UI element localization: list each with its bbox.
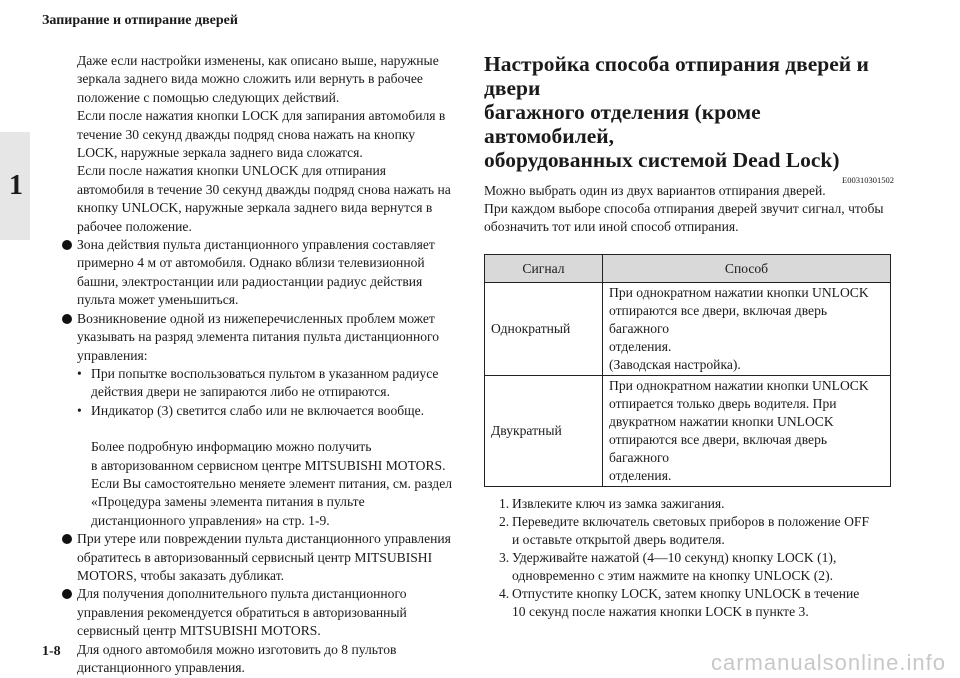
section-title — [484, 52, 894, 172]
bullet-dot-icon — [62, 589, 72, 599]
text-line: обозначить тот или иной способ отпирания. — [484, 219, 739, 234]
step-item — [484, 513, 894, 549]
procedure-steps — [484, 495, 894, 621]
text-line: одновременно с этим нажмите на кнопку UNLOCK (2). — [512, 568, 834, 583]
text-line: При каждом выборе способа отпирания дверей звучит сигнал, чтобы — [484, 201, 884, 216]
step-number: 3. — [499, 550, 510, 565]
bullet-dot-icon — [62, 240, 72, 250]
text-line: обратитесь в авторизованный сервисный центр MITSUBISHI — [77, 549, 433, 565]
title-line: оборудованных системой Dead Lock) — [484, 148, 840, 172]
right-column — [484, 52, 894, 621]
text-line: сервисный центр MITSUBISHI MOTORS. — [77, 623, 321, 639]
text-line: положение с помощью следующих действий. — [77, 89, 340, 105]
column-header: Сигнал — [485, 255, 603, 283]
sub-bullet-marker: • — [77, 402, 82, 418]
text-line: Если после нажатия кнопки LOCK для запирания автомобиля в — [77, 108, 446, 124]
text-line: отпирается только дверь водителя. При — [609, 396, 837, 411]
running-header: Запирание и отпирание дверей — [42, 13, 238, 28]
chapter-number: 1 — [9, 170, 23, 201]
method-cell — [603, 376, 891, 487]
text-line: Если Вы самостоятельно меняете элемент питания, см. раздел — [91, 475, 453, 491]
table-row — [485, 376, 891, 487]
text-line: Отпустите кнопку LOCK, затем кнопку UNLOCK в течение — [512, 586, 860, 601]
text-line: При однократном нажатии кнопки UNLOCK — [609, 378, 869, 393]
mirror-note — [62, 52, 458, 236]
text-line: Переведите включатель световых приборов в положение OFF — [512, 514, 870, 529]
text-line: Для получения дополнительного пульта дистанционного — [77, 586, 407, 602]
text-line: При утере или повреждении пульта дистанционного управления — [77, 531, 451, 547]
text-line: При однократном нажатии кнопки UNLOCK — [609, 285, 869, 300]
text-line: LOCK, наружные зеркала заднего вида сложатся. — [77, 145, 363, 161]
watermark: carmanualsonline.info — [710, 650, 946, 675]
text-line: течение 30 секунд дважды подряд снова нажать на кнопку — [77, 126, 416, 142]
method-cell — [603, 283, 891, 376]
text-line: управления рекомендуется обратиться в авторизованный — [77, 604, 407, 620]
sub-item — [62, 365, 458, 402]
section-intro — [484, 182, 894, 236]
left-column — [62, 52, 458, 677]
text-line: отделения. — [609, 339, 672, 354]
signal-cell: Двукратный — [485, 376, 603, 487]
text-line: двукратном нажатии кнопки UNLOCK — [609, 414, 834, 429]
title-line: Настройка способа отпирания дверей и двери — [484, 52, 869, 100]
step-number: 1. — [499, 496, 510, 511]
text-line: башни, электростанции или радиостанции радиус действия — [77, 273, 423, 289]
text-line: действия двери не запираются либо не отпираются. — [91, 384, 390, 400]
text-line: Даже если настройки изменены, как описано выше, наружные — [77, 53, 439, 68]
bullet-dot-icon — [62, 314, 72, 324]
sub-item — [62, 402, 458, 420]
text-line: Зона действия пульта дистанционного управления составляет — [77, 237, 435, 253]
text-line: и оставьте открытой дверь водителя. — [512, 532, 725, 547]
unlock-mode-table — [484, 254, 891, 487]
bullet-range — [62, 236, 458, 310]
title-line: багажного отделения (кроме автомобилей, — [484, 100, 761, 148]
text-line: (Заводская настройка). — [609, 357, 741, 372]
text-line: При попытке воспользоваться пультом в указанном радиусе — [91, 365, 439, 381]
step-number: 2. — [499, 514, 510, 529]
text-line: автомобиля в течение 30 секунд дважды подряд снова нажать на — [77, 181, 451, 197]
text-line: управления: — [77, 347, 148, 363]
text-line: Извлеките ключ из замка зажигания. — [512, 496, 725, 511]
step-item — [484, 549, 894, 585]
text-line: Более подробную информацию можно получить — [91, 439, 372, 455]
text-line: рабочее положение. — [77, 218, 192, 234]
text-line: Можно выбрать один из двух вариантов отпирания дверей. — [484, 183, 826, 198]
bullet-dot-icon — [62, 534, 72, 544]
text-line: пульта может уменьшиться. — [77, 292, 239, 308]
text-line: Удерживайте нажатой (4—10 секунд) кнопку LOCK (1), — [512, 550, 837, 565]
page-number: 1-8 — [42, 644, 61, 659]
text-line: отпираются все двери, включая дверь багажного — [609, 432, 828, 465]
text-line: кнопку UNLOCK, наружные зеркала заднего вида вернутся в — [77, 200, 433, 216]
text-line: указывать на разряд элемента питания пульта дистанционного — [77, 329, 440, 345]
sub-bullet-marker: • — [77, 365, 82, 381]
battery-note — [62, 438, 458, 530]
text-line: отделения. — [609, 468, 672, 483]
text-line: 10 секунд после нажатия кнопки LOCK в пункте 3. — [512, 604, 809, 619]
step-number: 4. — [499, 586, 510, 601]
text-line: примерно 4 м от автомобиля. Однако вблизи телевизионной — [77, 255, 425, 271]
text-line: MOTORS, чтобы заказать дубликат. — [77, 567, 285, 583]
text-line: зеркала заднего вида можно сложить или вернуть в рабочее — [77, 71, 423, 87]
text-line: Индикатор (3) светится слабо или не включается вообще. — [91, 402, 425, 418]
table-header-row — [485, 255, 891, 283]
text-line: Если после нажатия кнопки UNLOCK для отпирания — [77, 163, 387, 179]
text-line: отпираются все двери, включая дверь багажного — [609, 303, 828, 336]
section-code: E00310301502 — [842, 175, 894, 185]
text-line: дистанционного управления» на стр. 1-9. — [91, 512, 330, 528]
text-line: дистанционного управления. — [77, 660, 245, 675]
chapter-tab — [0, 132, 30, 240]
step-item — [484, 495, 894, 513]
text-line: Для одного автомобиля можно изготовить до 8 пультов — [77, 641, 397, 657]
text-line: Возникновение одной из нижеперечисленных проблем может — [77, 310, 435, 326]
text-line: «Процедура замены элемента питания в пульте — [91, 494, 365, 510]
column-header: Способ — [603, 255, 891, 283]
bullet-extra-remote — [62, 585, 458, 677]
table-row — [485, 283, 891, 376]
step-item — [484, 585, 894, 621]
text-line: в авторизованном сервисном центре MITSUBISHI MOTORS. — [91, 457, 446, 473]
bullet-battery — [62, 310, 458, 365]
bullet-lost-remote — [62, 530, 458, 585]
signal-cell: Однократный — [485, 283, 603, 376]
